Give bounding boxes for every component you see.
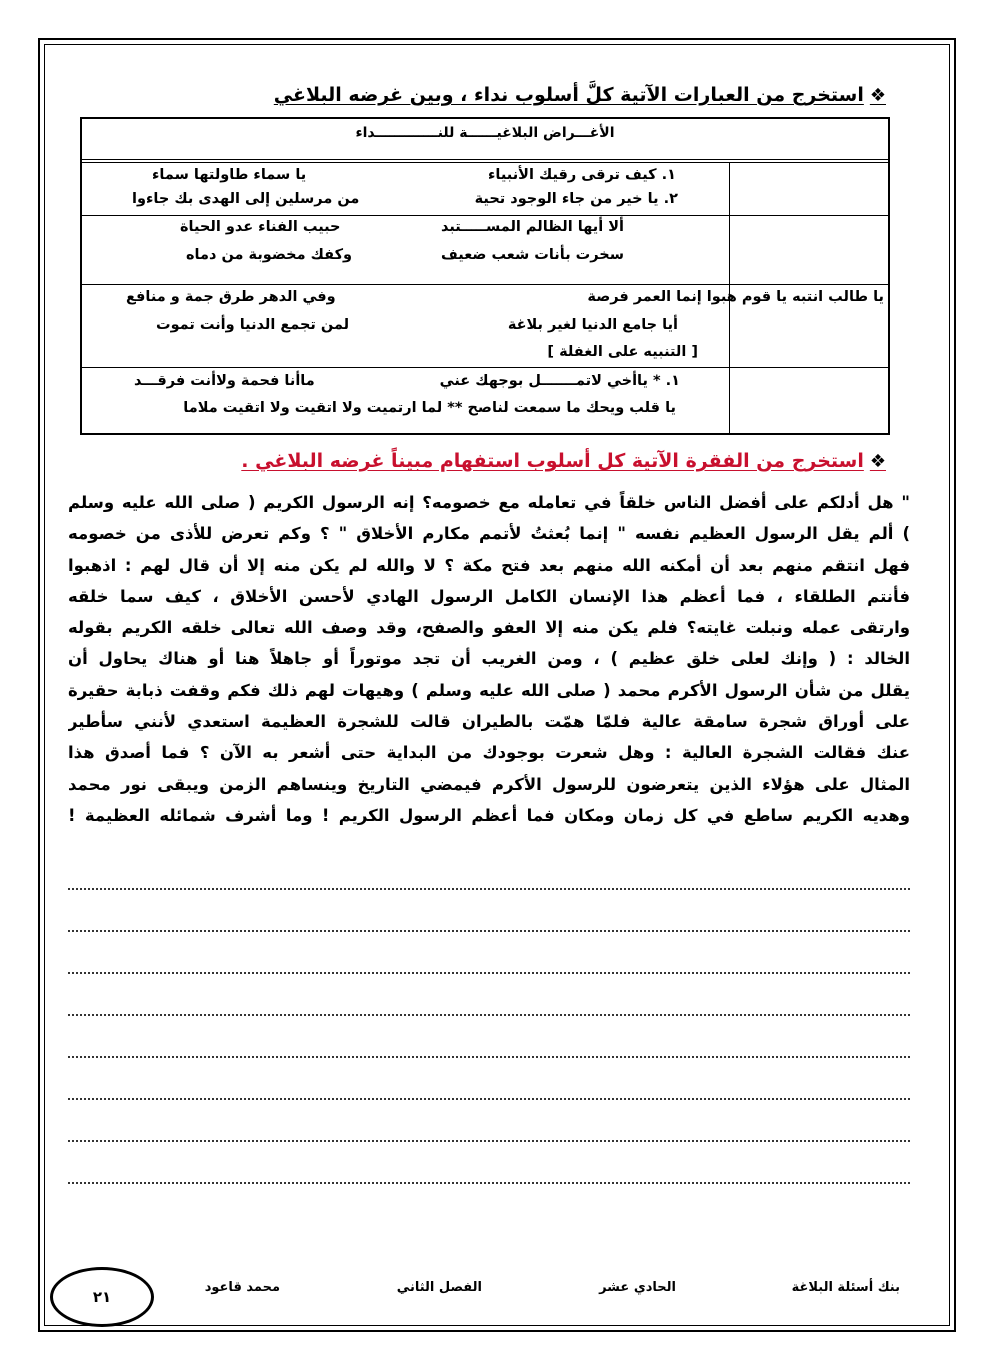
passage-line: عنك فقالت الشجرة العالية : وهل شعرت بوجودك من البداية حتى أشعر به الآن ؟ فما أصدق هذا bbox=[68, 743, 910, 763]
table-row-2-line-2-right: سخرت بأنات شعب ضعيف bbox=[441, 247, 624, 263]
passage-line: فأنتم الطلقاء ، فما أعظم هذا الإنسان الكامل الرسول الهادي لأحسن الأخلاق ، كيف سما خلقه bbox=[68, 586, 910, 606]
footer-grade: الحادي عشر bbox=[599, 1280, 676, 1295]
question-2-heading bbox=[241, 450, 886, 472]
passage-line: وهديه الكريم ساطع في كل زمان ومكان فما أعظم الرسول الكريم ! وما أشرف شمائله العظيمة ! bbox=[68, 805, 910, 825]
table-header-label: الأغـــراض البلاغيــــــة للنـــــــــــــداء bbox=[355, 125, 615, 141]
footer-bank-title: بنك أسئلة البلاغة bbox=[791, 1280, 900, 1295]
answer-line[interactable] bbox=[68, 1098, 910, 1100]
answer-line[interactable] bbox=[68, 1140, 910, 1142]
answer-line[interactable] bbox=[68, 1182, 910, 1184]
row-divider bbox=[82, 215, 888, 216]
page-number-badge bbox=[50, 1267, 154, 1327]
passage-line: المثال على هؤلاء الذين يتعرضون للرسول الأكرم فيمضي التاريخ وينساهم الزمن ويبقى نور محمد bbox=[68, 774, 910, 794]
table-row-2-line-2-left: وكفك مخضوبة من دماه bbox=[186, 247, 353, 263]
table-row-2-line-1-right: ألا أيها الظالم المســـــتبد bbox=[440, 219, 624, 235]
question-1-heading bbox=[274, 84, 886, 106]
passage-line: على أوراق شجرة سامقة عالية فلمّا همّت بالطيران قالت للشجرة العظيمة استعدي لأنني سأطير bbox=[68, 712, 910, 732]
answer-line[interactable] bbox=[68, 1056, 910, 1058]
bullet-diamond-icon: ❖ bbox=[869, 451, 886, 472]
table-row-3-line-2-left: لمن تجمع الدنيا وأنت تموت bbox=[156, 317, 350, 333]
table-row-1-line-1-left: يا سماء طاولتها سماء bbox=[152, 167, 307, 183]
table-header bbox=[82, 119, 888, 160]
table-row-3-line-1-right: يا طالب انتبه يا قوم هبوا إنما العمر فرصة bbox=[587, 289, 884, 305]
answer-line[interactable] bbox=[68, 930, 910, 932]
passage-line: الخالد : ( وإنك لعلى خلق عظيم ) ، ومن الغريب أن تجد موتوراً أو جاهلاً هنا أو هناك يحاول أن bbox=[68, 649, 910, 669]
row-divider bbox=[82, 367, 888, 368]
answer-line[interactable] bbox=[68, 888, 910, 890]
row-divider bbox=[82, 284, 888, 285]
answer-line[interactable] bbox=[68, 972, 910, 974]
table-row-2-line-1-left: حبيب الفناء عدو الحياة bbox=[180, 219, 341, 235]
vocative-table bbox=[80, 117, 890, 435]
table-row-1-line-2-right: ٢. يا خير من جاء الوجود تحية bbox=[474, 191, 678, 207]
footer-author: محمد قاعود bbox=[204, 1280, 280, 1295]
table-row-1-line-1-right: ١. كيف ترقى رقيك الأنبياء bbox=[488, 167, 676, 183]
passage bbox=[68, 487, 910, 831]
question-1-title: استخرج من العبارات الآتية كلَّ أسلوب نداء ، وبين غرضه البلاغي bbox=[273, 84, 864, 106]
table-row-4-line-2: يا قلب ويحك ما سمعت لناصح ** لما ارتميت ولا اتقيت ولا اتقيت ملاما bbox=[183, 400, 676, 416]
answer-line[interactable] bbox=[68, 1014, 910, 1016]
table-row-1-line-2-left: من مرسلين إلى الهدى بك جاءوا bbox=[132, 191, 360, 207]
passage-line: يقلل من شأن الرسول الأكرم محمد ( صلى الله عليه وسلم ) وهيهات لهم ذلك فكم وقفت ذبابة حقيرة bbox=[68, 680, 910, 700]
passage-line: فهل انتقم منهم بعد أن أمكنه الله منهم بعد فتح مكة ؟ لا والله لم يكن منه إلا أن قال لهم : اذهبوا bbox=[68, 555, 910, 575]
table-row-4-line-1-left: ماأنا فحمة ولاأنت فرقـــد bbox=[134, 373, 315, 389]
table-row-3-line-1-left: وفي الدهر طرق جمة و منافع bbox=[126, 289, 336, 305]
table-row-3-line-2-right: أيا جامع الدنيا لغير بلاغة bbox=[507, 317, 678, 333]
question-2-title: استخرج من الفقرة الآتية كل أسلوب استفهام مبيناً غرضه البلاغي . bbox=[241, 450, 864, 472]
table-row-4-line-1-right: ١. * ياأخي لاتمـــــــل بوجهك عني bbox=[439, 373, 680, 389]
passage-line: ) ألم يقل الرسول العظيم نفسه " إنما بُعثتُ لأتمم مكارم الأخلاق " ؟ وكم تعرض للأذى من خصومه bbox=[68, 524, 910, 544]
passage-line: " هل أدلكم على أفضل الناس خلقاً في تعامله مع خصومه؟ إنه الرسول الكريم ( صلى الله عليه وسلم bbox=[68, 493, 910, 512]
bullet-diamond-icon: ❖ bbox=[869, 85, 886, 106]
page-number: ٢١ bbox=[92, 1288, 112, 1306]
table-row-3-answer: [ التنبيه على الغفلة ] bbox=[547, 344, 698, 360]
footer-term: الفصل الثاني bbox=[396, 1280, 482, 1295]
passage-line: وارتقى عمله ونبلت غايته؟ فلم يكن منه إلا العفو والصفح، وقد وصف الله تعالى خلقه الكريم بقوله bbox=[68, 618, 910, 638]
